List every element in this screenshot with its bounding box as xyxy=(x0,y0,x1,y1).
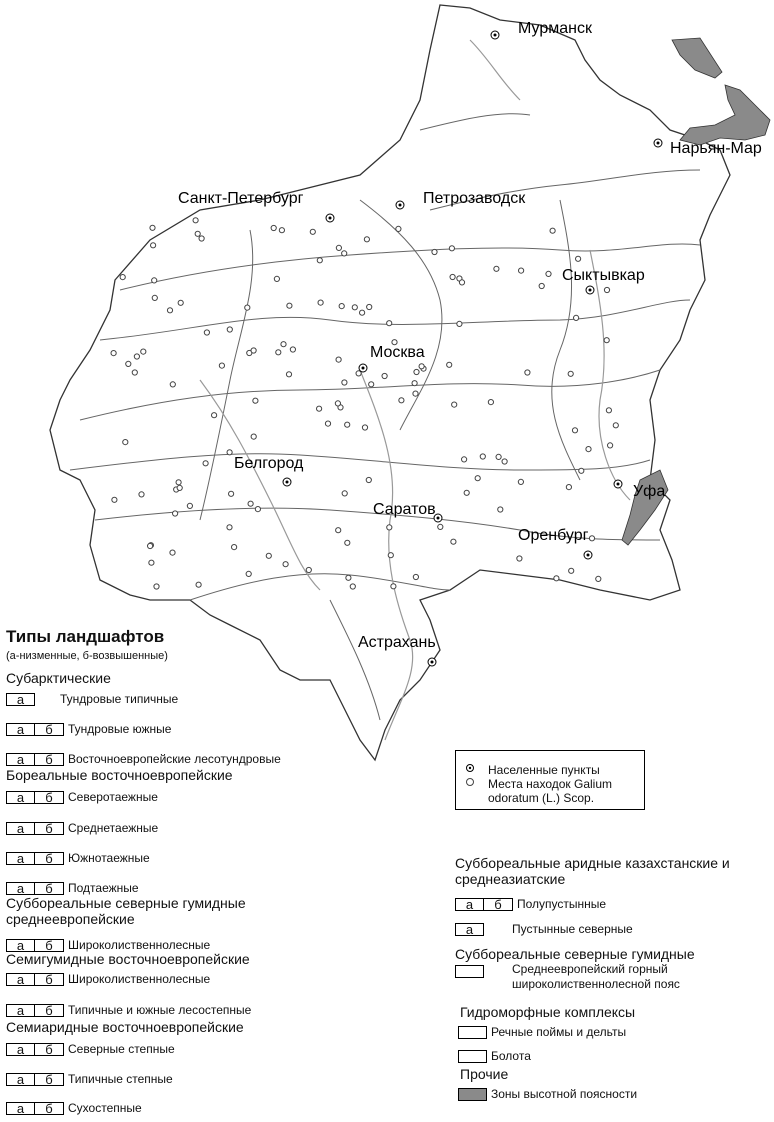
find-marker xyxy=(248,501,253,506)
find-marker xyxy=(519,268,524,273)
find-marker xyxy=(546,271,551,276)
legend-item-floodplains: Речные поймы и дельты xyxy=(458,1025,626,1039)
find-marker xyxy=(496,454,501,459)
group-subboreal-humid2: Суббореальные северные гумидные xyxy=(455,946,695,962)
find-marker xyxy=(399,398,404,403)
find-marker xyxy=(112,497,117,502)
find-marker xyxy=(362,425,367,430)
find-marker xyxy=(253,398,258,403)
legend-finds: Места находок Galium odoratum (L.) Scop. xyxy=(488,777,613,805)
legend-item-tundra-typical: а Тундровые типичные xyxy=(6,692,178,706)
find-marker xyxy=(310,229,315,234)
altitude-zone-polar-urals xyxy=(680,85,770,145)
find-marker xyxy=(266,553,271,558)
find-marker xyxy=(517,556,522,561)
find-marker xyxy=(173,511,178,516)
find-marker xyxy=(193,218,198,223)
legend-item-altitude: Зоны высотной поясности xyxy=(458,1087,637,1101)
legend-item-tundra-south: а б Тундровые южные xyxy=(6,722,171,736)
find-marker xyxy=(178,300,183,305)
find-marker xyxy=(148,543,153,548)
find-marker xyxy=(604,338,609,343)
group-other: Прочие xyxy=(460,1066,509,1082)
find-marker xyxy=(387,525,392,530)
find-marker xyxy=(342,251,347,256)
group-subboreal-humid: Суббореальные северные гумидные среднеевропейские xyxy=(6,895,246,927)
find-marker xyxy=(518,479,523,484)
find-marker xyxy=(290,347,295,352)
find-marker xyxy=(167,308,172,313)
find-marker xyxy=(151,243,156,248)
find-marker xyxy=(286,372,291,377)
find-marker xyxy=(229,491,234,496)
legend-item-mid-taiga: а б Среднетаежные xyxy=(6,821,158,835)
find-marker xyxy=(152,295,157,300)
find-marker xyxy=(132,370,137,375)
find-marker xyxy=(554,576,559,581)
group-subboreal-arid: Суббореальные аридные казахстанские и среднеазиатские xyxy=(455,855,730,887)
find-marker xyxy=(342,491,347,496)
find-marker xyxy=(283,562,288,567)
legend-item-broadleaf: а б Широколиственнолесные xyxy=(6,938,210,952)
find-marker xyxy=(255,507,260,512)
find-marker xyxy=(419,364,424,369)
find-marker xyxy=(336,245,341,250)
city-label-saratov: Саратов xyxy=(373,501,436,518)
find-marker xyxy=(276,350,281,355)
city-label-petrozavodsk: Петрозаводск xyxy=(423,190,526,207)
find-marker xyxy=(274,276,279,281)
find-marker xyxy=(589,536,594,541)
find-marker xyxy=(126,361,131,366)
find-marker xyxy=(539,283,544,288)
find-marker xyxy=(566,485,571,490)
group-subarctic: Субарктические xyxy=(6,670,111,686)
group-semihumid: Семигумидные восточноевропейские xyxy=(6,951,250,967)
find-marker xyxy=(604,287,609,292)
find-marker xyxy=(391,584,396,589)
legend-item-south-taiga: а б Южнотаежные xyxy=(6,851,150,865)
find-marker xyxy=(342,380,347,385)
find-marker xyxy=(488,400,493,405)
find-marker xyxy=(574,315,579,320)
city-label-naryan-mar: Нарьян-Мар xyxy=(670,140,762,157)
find-marker xyxy=(204,330,209,335)
find-marker xyxy=(246,571,251,576)
legend-item-forest-tundra: а б Восточноевропейские лесотундровые xyxy=(6,752,281,766)
find-marker xyxy=(352,305,357,310)
find-marker xyxy=(336,528,341,533)
find-marker xyxy=(170,382,175,387)
legend-item-desert-north: а Пустынные северные xyxy=(455,922,633,936)
find-marker xyxy=(219,363,224,368)
find-marker xyxy=(449,246,454,251)
find-marker xyxy=(232,545,237,550)
find-marker xyxy=(447,362,452,367)
legend-subtitle: (а-низменные, б-возвышенные) xyxy=(6,650,168,662)
find-marker xyxy=(502,459,507,464)
find-marker xyxy=(152,278,157,283)
find-marker xyxy=(438,524,443,529)
find-marker xyxy=(613,423,618,428)
city-label-spb: Санкт-Петербург xyxy=(178,190,304,207)
group-boreal: Бореальные восточноевропейские xyxy=(6,767,233,783)
find-marker xyxy=(462,457,467,462)
find-marker xyxy=(413,391,418,396)
find-marker xyxy=(149,560,154,565)
city-label-moscow: Москва xyxy=(370,344,425,361)
find-marker xyxy=(227,525,232,530)
find-marker xyxy=(606,408,611,413)
altitude-zone-urals-north xyxy=(672,38,722,78)
find-marker xyxy=(139,492,144,497)
city-label-astrakhan: Астрахань xyxy=(358,634,436,651)
legend-item-semidesert: а б Полупустынные xyxy=(455,897,606,911)
find-marker xyxy=(396,226,401,231)
find-marker xyxy=(432,249,437,254)
find-marker xyxy=(227,327,232,332)
city-label-belgorod: Белгород xyxy=(234,455,304,472)
find-marker xyxy=(525,370,530,375)
legend-settlements: Населенные пункты xyxy=(488,763,600,777)
find-marker xyxy=(369,382,374,387)
find-marker xyxy=(346,575,351,580)
find-marker xyxy=(451,539,456,544)
city-label-syktyvkar: Сыктывкар xyxy=(562,267,645,284)
find-marker xyxy=(367,304,372,309)
find-marker xyxy=(335,401,340,406)
group-hydro: Гидроморфные комплексы xyxy=(460,1004,636,1020)
find-marker xyxy=(251,434,256,439)
find-marker xyxy=(176,480,181,485)
find-marker xyxy=(150,225,155,230)
find-marker xyxy=(306,567,311,572)
find-marker xyxy=(579,468,584,473)
find-marker xyxy=(569,568,574,573)
legend-item-swamps: Болота xyxy=(458,1049,531,1063)
city-label-orenburg: Оренбург xyxy=(518,527,589,544)
find-marker xyxy=(572,428,577,433)
find-marker xyxy=(364,237,369,242)
legend-item-broadleaf2: а б Широколиственнолесные xyxy=(6,972,210,986)
find-marker xyxy=(345,422,350,427)
find-marker xyxy=(596,576,601,581)
legend-item-dry-steppe: а б Сухостепные xyxy=(6,1101,142,1115)
find-marker xyxy=(480,454,485,459)
find-marker xyxy=(154,584,159,589)
find-marker xyxy=(366,477,371,482)
find-marker xyxy=(141,349,146,354)
find-marker xyxy=(382,373,387,378)
find-marker xyxy=(388,553,393,558)
find-marker xyxy=(339,304,344,309)
find-marker xyxy=(494,266,499,271)
legend-item-north-steppe: а б Северные степные xyxy=(6,1042,175,1056)
find-marker xyxy=(318,300,323,305)
find-marker xyxy=(251,348,256,353)
find-marker xyxy=(317,258,322,263)
find-marker xyxy=(457,321,462,326)
legend-item-typical-steppe: а б Типичные степные xyxy=(6,1072,173,1086)
find-marker xyxy=(568,371,573,376)
find-marker xyxy=(464,490,469,495)
find-marker xyxy=(576,256,581,261)
find-marker xyxy=(345,540,350,545)
find-marker xyxy=(271,225,276,230)
find-marker xyxy=(450,274,455,279)
find-marker xyxy=(196,582,201,587)
find-marker xyxy=(279,228,284,233)
symbol-legend-icons xyxy=(464,763,476,793)
find-marker xyxy=(452,402,457,407)
find-marker xyxy=(187,503,192,508)
find-marker xyxy=(227,450,232,455)
find-marker xyxy=(281,342,286,347)
find-marker xyxy=(199,236,204,241)
find-marker xyxy=(317,406,322,411)
find-marker xyxy=(475,476,480,481)
legend-item-north-taiga: а б Северотаежные xyxy=(6,790,158,804)
find-marker xyxy=(414,369,419,374)
find-marker xyxy=(498,507,503,512)
find-marker xyxy=(412,381,417,386)
find-marker xyxy=(203,461,208,466)
legend-title: Типы ландшафтов xyxy=(6,627,165,646)
find-marker xyxy=(123,440,128,445)
city-label-ufa: Уфа xyxy=(633,483,666,500)
find-marker xyxy=(245,305,250,310)
find-marker xyxy=(170,550,175,555)
find-marker xyxy=(336,357,341,362)
legend-item-subtaiga: а б Подтаежные xyxy=(6,881,139,895)
find-marker xyxy=(608,443,613,448)
find-marker xyxy=(120,275,125,280)
legend-item-mountain-belt-label: Среднеевропейский горный широколиственнолесной пояс xyxy=(512,962,680,991)
legend-item-mountain-belt xyxy=(455,964,484,978)
find-marker xyxy=(195,231,200,236)
find-marker xyxy=(387,321,392,326)
find-marker xyxy=(550,228,555,233)
find-marker xyxy=(413,574,418,579)
find-marker xyxy=(350,584,355,589)
find-marker xyxy=(111,351,116,356)
find-marker xyxy=(325,421,330,426)
find-marker xyxy=(287,303,292,308)
group-semiarid: Семиаридные восточноевропейские xyxy=(6,1019,244,1035)
find-marker xyxy=(459,280,464,285)
city-label-murmansk: Мурманск xyxy=(518,20,592,37)
legend-item-forest-steppe: а б Типичные и южные лесостепные xyxy=(6,1003,251,1017)
find-marker xyxy=(177,485,182,490)
find-marker xyxy=(360,310,365,315)
find-marker xyxy=(212,413,217,418)
find-marker xyxy=(586,447,591,452)
find-marker xyxy=(134,354,139,359)
symbol-legend-box xyxy=(455,750,645,810)
